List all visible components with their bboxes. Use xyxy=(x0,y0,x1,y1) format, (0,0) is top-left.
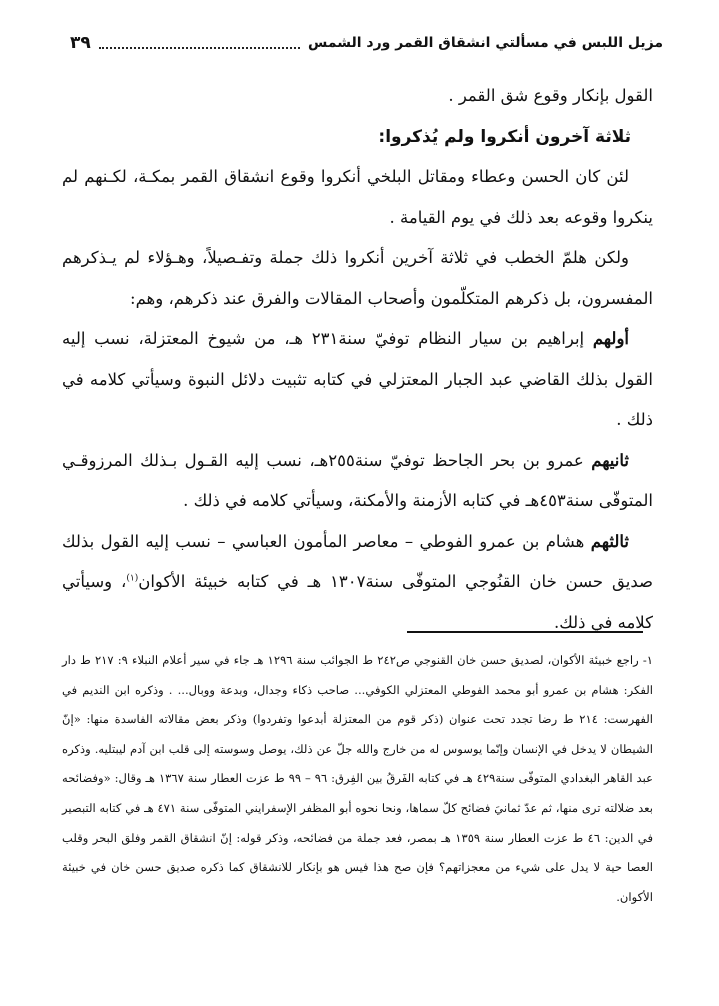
footnotes xyxy=(62,646,653,912)
list-item-first xyxy=(62,319,653,441)
section-heading: ثلاثة آخرون أنكروا ولم يُذكروا: xyxy=(378,126,631,147)
list-item-second xyxy=(62,441,653,522)
header-dot-leader xyxy=(99,37,300,49)
list-item-third xyxy=(62,522,653,644)
list-item-text: إبراهيم بن سيار النظام توفيّ سنة٢٣١ هـ، من شيوخ المعتزلة، نسب إليه القول بذلك القاضي عبد الجبار المعتزلي في كتابه تثبيت دلائل النبوة وسيأتي كلامه في ذلك . xyxy=(62,329,653,429)
footnote-1: ١- راجع خبيئة الأكوان، لصديق حسن خان القنوجي ص٢٤٢ ط الجوائب سنة ١٢٩٦ هـ جاء في سير أعلام النبلاء ٩: ٢١٧ ط دار الفكر: هشام بن عمرو أبو محمد الفوطي المعتزلي الكوفي... صاحب ذكاء وجدال، وبدعة ووبال... . وذكره ابن النديم في الفهرست: ٢١٤ ط رضا تجدد تحت عنوان (ذكر قوم من المعتزلة أبدعوا وتفردوا) وذكر بعض مقالاته الفاسدة منها: «إنّ الشيطان لا يدخل في الإنسان وإنّما يوسوس له من خارج والله جلّ عن ذلك، يوصل وسوسته إلى قلب ابن آدم ليبتليه. وذكره عبد القاهر البغدادي المتوفّى سنة٤٢٩ هـ في كتابه الفَرقُ بين الفِرق: ٩٦ – ٩٩ ط عزت العطار سنة ١٣٦٧ هـ وقال: «وفضائحه بعد ضلالته ترى منها، ثم عدّ ثمانيَ فضائح كلّ سماها، ونحا نحوه أبو المظفر الإسفرايني المتوفّى سنة ٤٧١ هـ في كتابه التبصير في الدين: ٤٦ ط عزت العطار سنة ١٣٥٩ هـ بمصر، فعد جملة من فضائحه، وذكر قوله: إنّ انشقاق القمر وفلق البحر وقلب العصا حية لا يدل على شيء من معجزاتهم؟ فإن صح هذا فيس هو بإنكار للانشقاق كما ذكره صديق حسن خان في خبيئة الأكوان. xyxy=(62,653,654,904)
page-number: ٣٩ xyxy=(70,33,91,53)
paragraph-1: لئن كان الحسن وعطاء ومقاتل البلخي أنكروا وقوع انشقاق القمر بمكـة، لكـنهم لم ينكروا وقوعه بعد ذلك في يوم القيامة . xyxy=(62,167,653,227)
main-text xyxy=(62,76,653,643)
footnote-separator xyxy=(407,631,643,633)
list-item-text: هشام بن عمرو الفوطي – معاصر المأمون العباسي – نسب إليه القول بذلك صديق حسن خان القنُوجي المتوفّى سنة١٣٠٧ هـ في كتابه خبيئة الأكوان xyxy=(62,531,653,591)
opening-line: القول بإنكار وقوع شق القمر . xyxy=(448,86,653,105)
footnote-marker[interactable]: (١) xyxy=(126,573,139,584)
running-header-title: مزيل اللبس في مسألتي انشقاق القمر ورد الشمس xyxy=(308,35,663,51)
list-item-lead: ثالثهم xyxy=(590,531,629,551)
list-item-text-end: ، وسيأتي كلامه في ذلك. xyxy=(62,572,653,632)
list-item-lead: ثانيهم xyxy=(591,450,629,470)
list-item-text: عمرو بن بحر الجاحظ توفيّ سنة٢٥٥هـ، نسب إليه القـول بـذلك المرزوقـي المتوفّى سنة٤٥٣هـ في كتابه الأزمنة والأمكنة، وسيأتي كلامه في ذلك . xyxy=(62,450,653,510)
running-header xyxy=(70,28,663,58)
list-item-lead: أولهم xyxy=(592,329,629,348)
paragraph-2: ولكن هلمّ الخطب في ثلاثة آخرين أنكروا ذلك جملة وتفـصيلاً، وهـؤلاء لم يـذكرهم المفسرون، بل ذكرهم المتكلّمون وأصحاب المقالات والفرق عند ذكرهم، وهم: xyxy=(62,248,653,308)
